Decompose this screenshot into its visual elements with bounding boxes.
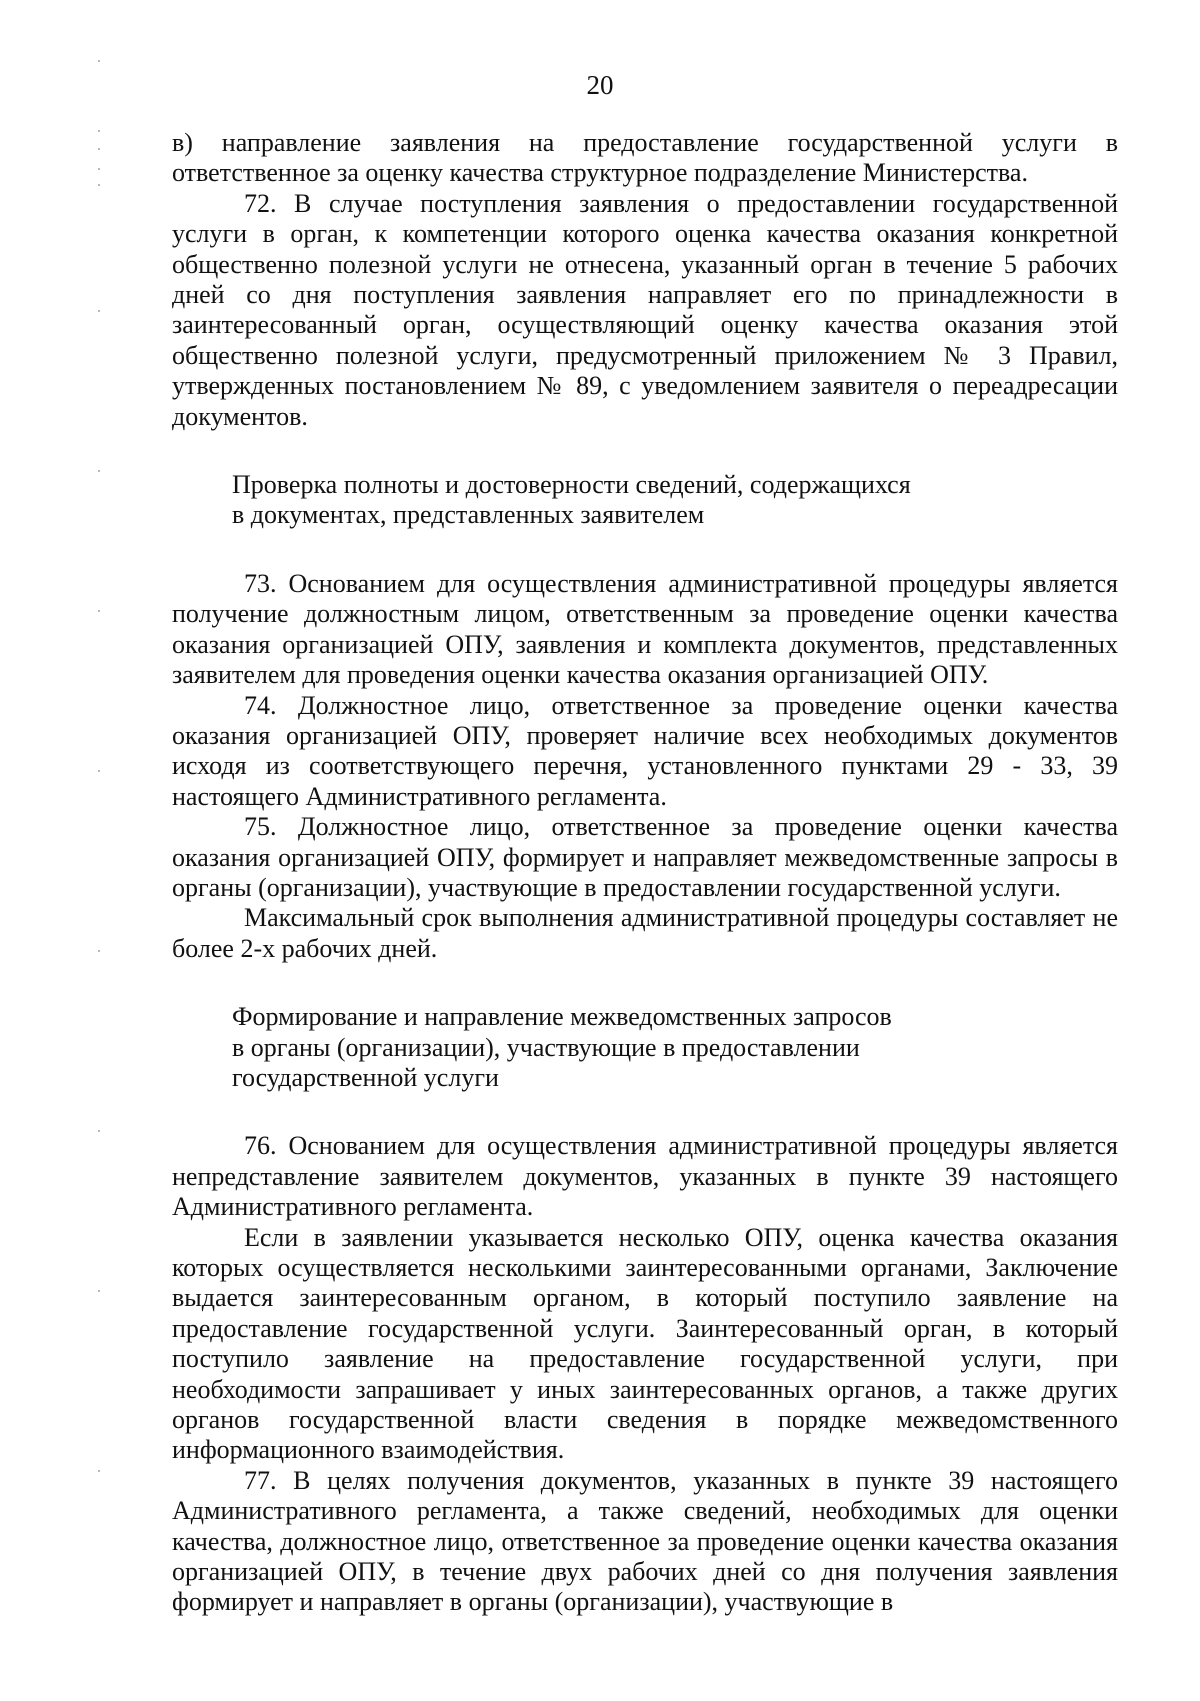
paragraph-74: 74. Должностное лицо, ответственное за проведение оценки качества оказания организацией ОПУ, проверяет наличие всех необходимых документов исходя из соответствующего перечня, установленного пунктами 29 - 33, 39 настоящего Административного регламента. bbox=[172, 690, 1118, 811]
paragraph-72: 72. В случае поступления заявления о предоставлении государственной услуги в орган, к компетенции которого оценка качества оказания конкретной общественно полезной услуги не отнесена, указанный орган в течение 5 рабочих дней со дня поступления заявления направляет его по принадлежности в заинтересованный орган, осуществляющий оценку качества оказания этой общественно полезной услуги, предусмотренный приложением № 3 Правил, утвержденных постановлением № 89, с уведомлением заявителя о переадресации документов. bbox=[172, 188, 1118, 431]
paragraph-multiple-opu: Если в заявлении указывается несколько ОПУ, оценка качества оказания которых осуществляется несколькими заинтересованными органами, Заключение выдается заинтересованным органом, в который поступило заявление на предоставление государственной услуги. Заинтересованный орган, в который поступило заявление на предоставление государственной услуги, при необходимости запрашивает у иных заинтересованных органов, а также других органов государственной власти сведения в порядке межведомственного информационного взаимодействия. bbox=[172, 1222, 1118, 1465]
document-body bbox=[172, 128, 1118, 1618]
paragraph-item-v: в) направление заявления на предоставление государственной услуги в ответственное за оценку качества структурное подразделение Министерства. bbox=[172, 128, 1118, 188]
section-heading-interagency-requests bbox=[232, 1002, 1058, 1093]
paragraph-73: 73. Основанием для осуществления административной процедуры является получение должностным лицом, ответственным за проведение оценки качества оказания организацией ОПУ, заявления и комплекта документов, представленных заявителем для проведения оценки качества оказания организацией ОПУ. bbox=[172, 568, 1118, 690]
page-number: 20 bbox=[586, 70, 614, 100]
heading-line: Формирование и направление межведомственных запросов bbox=[232, 1002, 892, 1032]
heading-line: в органы (организации), участвующие в предоставлении bbox=[232, 1032, 860, 1062]
paragraph-76: 76. Основанием для осуществления административной процедуры является непредставление заявителем документов, указанных в пункте 39 настоящего Административного регламента. bbox=[172, 1131, 1118, 1222]
heading-line: в документах, представленных заявителем bbox=[232, 500, 705, 530]
section-heading-verification bbox=[232, 470, 1058, 531]
heading-line: государственной услуги bbox=[232, 1062, 499, 1092]
paragraph-75: 75. Должностное лицо, ответственное за проведение оценки качества оказания организацией ОПУ, формирует и направляет межведомственные запросы в органы (организации), участвующие в предоставлении государственной услуги. bbox=[172, 812, 1118, 902]
paragraph-max-term: Максимальный срок выполнения административной процедуры составляет не более 2-х рабочих дней. bbox=[172, 903, 1118, 963]
scan-margin-marks bbox=[94, 50, 108, 1630]
paragraph-77: 77. В целях получения документов, указанных в пункте 39 настоящего Административного регламента, а также сведений, необходимых для оценки качества, должностное лицо, ответственное за проведение оценки качества оказания организацией ОПУ, в течение двух рабочих дней со дня получения заявления формирует и направляет в органы (организации), участвующие в bbox=[172, 1465, 1118, 1617]
heading-line: Проверка полноты и достоверности сведений, содержащихся bbox=[232, 470, 911, 500]
